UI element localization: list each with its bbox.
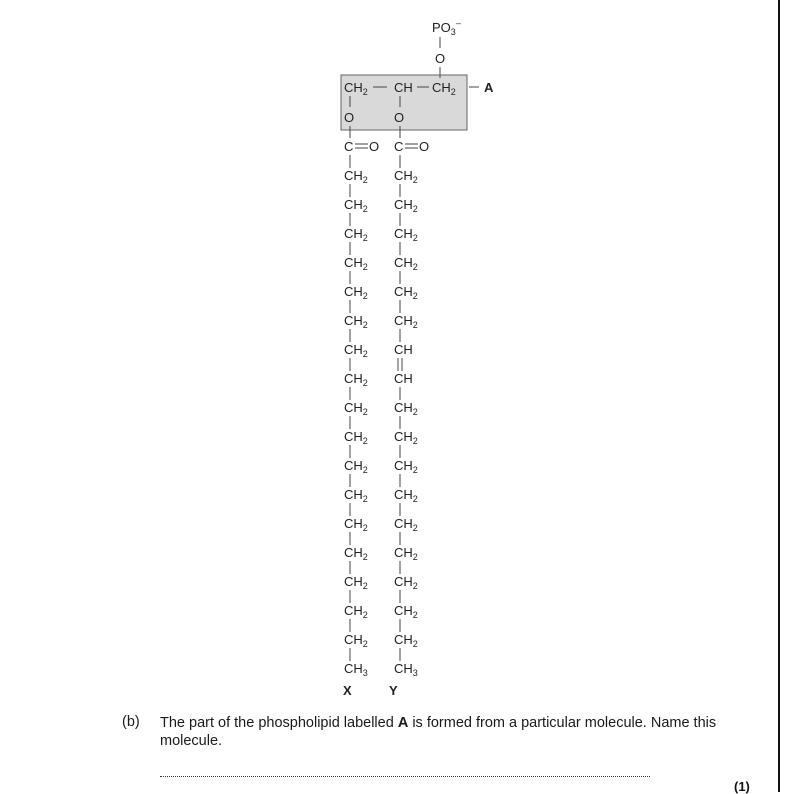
chain-x-unit: $CH_2$ xyxy=(344,342,368,359)
marks-allocation: (1) xyxy=(734,779,750,794)
chain-x-unit: $CH_2$ xyxy=(344,574,368,591)
question-text xyxy=(160,714,720,750)
question-text-end: is formed from a particular molecule. Name this molecule. xyxy=(160,715,717,749)
chain-x-unit: $CH_2$ xyxy=(344,255,368,272)
question-part-label: (b) xyxy=(122,714,140,730)
chain-y-unit: $CH_2$ xyxy=(394,255,418,272)
backbone-ch2-left: $CH_2$ xyxy=(344,80,368,97)
chain-x-unit: $CH_2$ xyxy=(344,545,368,562)
chain-x-unit: $CH_2$ xyxy=(344,487,368,504)
chain-y-unit: $CH_2$ xyxy=(394,516,418,533)
chain-y-unit: $CH_2$ xyxy=(394,574,418,591)
chain-x-unit: $CH_2$ xyxy=(344,400,368,417)
chain-y-unit: $CH_2$ xyxy=(394,429,418,446)
chain-y-unit: $CH_2$ xyxy=(394,400,418,417)
chain-label-x: X xyxy=(343,683,352,698)
chain-y-unit: $CH_2$ xyxy=(394,313,418,330)
chain-x-unit: $CH_2$ xyxy=(344,197,368,214)
ester-oxygen-left: O xyxy=(344,110,355,125)
chain-x-unit: $CH_2$ xyxy=(344,313,368,330)
chain-y-unit: $CH_2$ xyxy=(394,168,418,185)
chain-y-unit: CH xyxy=(394,342,413,357)
page-edge-rule xyxy=(778,0,780,792)
chain-y-unit: $CH_3$ xyxy=(394,661,418,678)
carbonyl-carbon-left: C xyxy=(344,139,354,154)
chain-y-unit: $CH_2$ xyxy=(394,603,418,620)
chain-x-unit: $CH_2$ xyxy=(344,516,368,533)
chain-x-unit: $CH_2$ xyxy=(344,429,368,446)
phosphate-oxygen: O xyxy=(435,51,446,66)
chain-x-unit: $CH_2$ xyxy=(344,603,368,620)
region-label-a: A xyxy=(484,80,494,95)
chain-y-unit: $CH_2$ xyxy=(394,632,418,649)
chain-y-unit: $CH_2$ xyxy=(394,458,418,475)
question-text-start: The part of the phospholipid labelled xyxy=(160,715,398,731)
phosphate-group: $PO_3^-$ xyxy=(432,18,461,37)
chain-x-unit: $CH_2$ xyxy=(344,632,368,649)
chain-x-unit: $CH_2$ xyxy=(344,458,368,475)
chain-x-unit: $CH_2$ xyxy=(344,168,368,185)
chain-x-unit: $CH_3$ xyxy=(344,661,368,678)
ester-oxygen-right: O xyxy=(394,110,405,125)
chain-x-unit: $CH_2$ xyxy=(344,284,368,301)
chain-y-unit: CH xyxy=(394,371,413,386)
carbonyl-carbon-right: C xyxy=(394,139,404,154)
chain-x-unit: $CH_2$ xyxy=(344,226,368,243)
chain-y-unit: $CH_2$ xyxy=(394,197,418,214)
chain-y-unit: $CH_2$ xyxy=(394,487,418,504)
chain-x-unit: $CH_2$ xyxy=(344,371,368,388)
chain-y-unit: $CH_2$ xyxy=(394,545,418,562)
answer-line[interactable] xyxy=(160,768,650,777)
chain-y-unit: $CH_2$ xyxy=(394,284,418,301)
carbonyl-oxygen-left: O xyxy=(369,139,380,154)
question-bold-label: A xyxy=(397,715,409,731)
carbonyl-oxygen-right: O xyxy=(419,139,430,154)
backbone-ch-middle: CH xyxy=(394,80,413,95)
chain-label-y: Y xyxy=(389,683,398,698)
backbone-ch2-right: $CH_2$ xyxy=(432,80,456,97)
chain-y-unit: $CH_2$ xyxy=(394,226,418,243)
